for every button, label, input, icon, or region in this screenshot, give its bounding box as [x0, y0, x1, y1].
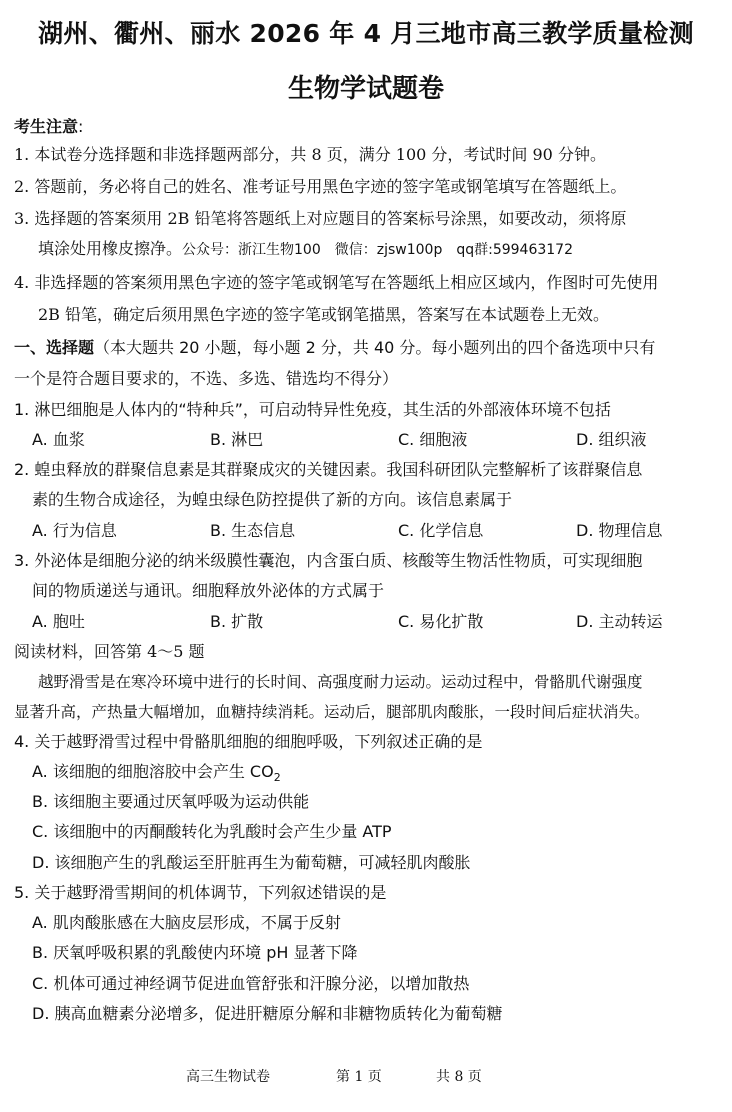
- q4-option-a: [32, 761, 281, 789]
- q1-option-b: B. 淋巴: [210, 430, 264, 449]
- section-desc-1: （本大题共 20 小题，每小题 2 分，共 40 分。每小题列出的四个备选项中只有: [94, 338, 656, 357]
- notice-item-4-cont: 2B 铅笔，确定后须用黑色字迹的签字笔或钢笔描黑，答案写在本试题卷上无效。: [38, 305, 610, 324]
- q2-stem-2: 素的生物合成途径，为蝗虫绿色防控提供了新的方向。该信息素属于: [32, 490, 513, 509]
- footer-subject: 高三生物试卷: [186, 1069, 270, 1085]
- q3-stem-2: 间的物质递送与通讯。细胞释放外泌体的方式属于: [32, 581, 385, 600]
- section-desc-2: 一个是符合题目要求的，不选、多选、错选均不得分）: [14, 369, 399, 388]
- notice-heading: [14, 114, 83, 137]
- footer-page-number: 第 1 页: [336, 1069, 382, 1085]
- q3-option-b: B. 扩散: [210, 612, 264, 631]
- reading-paragraph-1: 越野滑雪是在寒冷环境中进行的长时间、高强度耐力运动。运动过程中，骨骼肌代谢强度: [38, 673, 643, 691]
- notice-item-3-cont: [38, 238, 573, 261]
- notice-heading-text: 考生注意: [14, 117, 79, 136]
- notice-item-2: 2. 答题前，务必将自己的姓名、准考证号用黑色字迹的签字笔或钢笔填写在答题纸上。: [14, 177, 627, 196]
- watermark-text: 公众号：浙江生物100 微信：zjsw100p qq群:599463172: [182, 242, 573, 258]
- q4-stem: 4. 关于越野滑雪过程中骨骼肌细胞的细胞呼吸，下列叙述正确的是: [14, 732, 483, 751]
- q4-option-d: D. 该细胞产生的乳酸运至肝脏再生为葡萄糖，可减轻肌肉酸胀: [32, 853, 471, 872]
- q1-option-d: D. 组织液: [576, 430, 647, 449]
- q3-option-c: C. 易化扩散: [398, 612, 484, 631]
- q5-option-a: A. 肌肉酸胀感在大脑皮层形成，不属于反射: [32, 913, 341, 932]
- q4-option-b: B. 该细胞主要通过厌氧呼吸为运动供能: [32, 792, 310, 811]
- q1-option-c: C. 细胞液: [398, 430, 468, 449]
- q4-option-c: C. 该细胞中的丙酮酸转化为乳酸时会产生少量 ATP: [32, 822, 392, 841]
- q5-option-b: B. 厌氧呼吸积累的乳酸使内环境 pH 显著下降: [32, 943, 358, 962]
- q4-option-a-subscript: 2: [273, 771, 281, 785]
- q3-option-a: A. 胞吐: [32, 612, 85, 631]
- exam-title: 湖州、衢州、丽水 2026 年 4 月三地市高三教学质量检测: [38, 19, 694, 48]
- section-heading: [14, 337, 655, 359]
- reading-paragraph-2: 显著升高，产热量大幅增加，血糖持续消耗。运动后，腿部肌肉酸胀，一段时间后症状消失。: [14, 703, 650, 721]
- reading-intro: 阅读材料，回答第 4～5 题: [14, 642, 205, 661]
- q3-stem-1: 3. 外泌体是细胞分泌的纳米级膜性囊泡，内含蛋白质、核酸等生物活性物质，可实现细胞: [14, 551, 643, 570]
- section-title: 一、选择题: [14, 338, 95, 357]
- notice-heading-colon: :: [78, 117, 84, 136]
- q2-option-d: D. 物理信息: [576, 521, 663, 540]
- q2-stem-1: 2. 蝗虫释放的群聚信息素是其群聚成灾的关键因素。我国科研团队完整解析了该群聚信息: [14, 460, 643, 479]
- notice-item-1: 1. 本试卷分选择题和非选择题两部分，共 8 页，满分 100 分，考试时间 90 分钟。: [14, 145, 606, 164]
- notice-item-3: 3. 选择题的答案须用 2B 铅笔将答题纸上对应题目的答案标号涂黑，如要改动，须将原: [14, 209, 627, 228]
- q1-option-a: A. 血浆: [32, 430, 85, 449]
- notice-item-4: 4. 非选择题的答案须用黑色字迹的签字笔或钢笔写在答题纸上相应区域内，作图时可先使用: [14, 273, 659, 292]
- q2-option-b: B. 生态信息: [210, 521, 296, 540]
- q1-stem: 1. 淋巴细胞是人体内的“特种兵”，可启动特异性免疫，其生活的外部液体环境不包括: [14, 400, 611, 419]
- q5-option-d: D. 胰高血糖素分泌增多，促进肝糖原分解和非糖物质转化为葡萄糖: [32, 1004, 503, 1023]
- q4-option-a-text: A. 该细胞的细胞溶胶中会产生 CO: [32, 762, 274, 781]
- q2-option-a: A. 行为信息: [32, 521, 117, 540]
- q2-option-c: C. 化学信息: [398, 521, 484, 540]
- q5-stem: 5. 关于越野滑雪期间的机体调节，下列叙述错误的是: [14, 883, 387, 902]
- exam-subtitle: 生物学试题卷: [287, 74, 444, 104]
- footer-total-pages: 共 8 页: [436, 1069, 482, 1085]
- q5-option-c: C. 机体可通过神经调节促进血管舒张和汗腺分泌，以增加散热: [32, 974, 470, 993]
- q3-option-d: D. 主动转运: [576, 612, 663, 631]
- notice-item-3-cont-text: 填涂处用橡皮擦净。: [38, 239, 183, 258]
